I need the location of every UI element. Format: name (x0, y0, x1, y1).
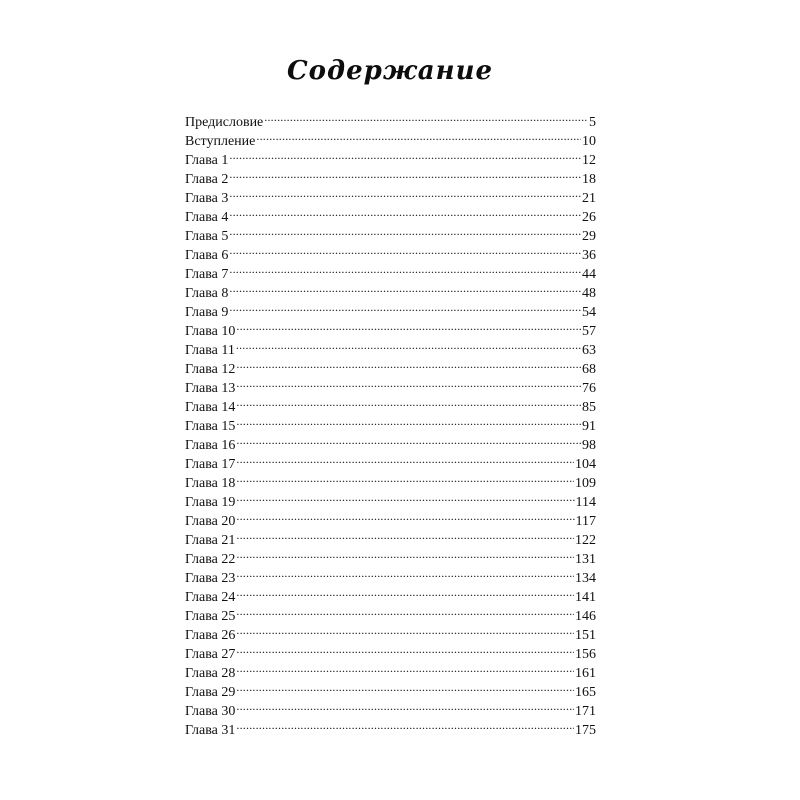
dot-leader (264, 107, 588, 126)
toc-entry-label: Глава 9 (185, 305, 229, 320)
dot-leader (229, 259, 581, 278)
dot-leader (236, 373, 581, 392)
toc-entry (185, 544, 596, 567)
toc-entry (185, 164, 596, 187)
toc-entry-label: Глава 22 (185, 552, 236, 567)
toc-entry-label: Глава 31 (185, 723, 236, 738)
toc-entry-page-number: 68 (582, 362, 596, 377)
dot-leader (236, 468, 574, 487)
toc-entry (185, 297, 596, 320)
toc-entry (185, 449, 596, 472)
toc-entry-label: Глава 3 (185, 191, 229, 206)
toc-entry-label: Глава 18 (185, 476, 236, 491)
toc-entry-label: Глава 5 (185, 229, 229, 244)
toc-entry (185, 696, 596, 719)
toc-entry (185, 411, 596, 434)
toc-entry (185, 240, 596, 263)
toc-entry-label: Глава 1 (185, 153, 229, 168)
toc-entry-page-number: 171 (575, 704, 596, 719)
toc-entry-page-number: 134 (575, 571, 596, 586)
toc-entry (185, 639, 596, 662)
toc-entry (185, 107, 596, 130)
toc-entry-page-number: 114 (575, 495, 596, 510)
toc-entry (185, 487, 596, 510)
toc-entry-page-number: 48 (582, 286, 596, 301)
dot-leader (229, 164, 581, 183)
toc-entry-page-number: 44 (582, 267, 596, 282)
toc-entry-label: Глава 2 (185, 172, 229, 187)
toc-entry-page-number: 29 (582, 229, 596, 244)
toc-entry-label: Глава 20 (185, 514, 236, 529)
toc-entry (185, 278, 596, 301)
toc-entry-page-number: 98 (582, 438, 596, 453)
toc-entry-page-number: 104 (575, 457, 596, 472)
toc-entry-page-number: 76 (582, 381, 596, 396)
toc-entry-page-number: 18 (582, 172, 596, 187)
toc-entry-label: Глава 19 (185, 495, 236, 510)
dot-leader (236, 696, 574, 715)
dot-leader (236, 354, 581, 373)
dot-leader (236, 620, 574, 639)
dot-leader (236, 525, 574, 544)
dot-leader (256, 126, 581, 145)
dot-leader (236, 449, 574, 468)
toc-entry (185, 259, 596, 282)
dot-leader (236, 487, 574, 506)
dot-leader (229, 202, 581, 221)
toc-entry-page-number: 91 (582, 419, 596, 434)
dot-leader (236, 601, 574, 620)
toc-entry-label: Глава 10 (185, 324, 236, 339)
toc-entry-page-number: 63 (582, 343, 596, 358)
toc-entry (185, 373, 596, 396)
toc-entry-label: Глава 17 (185, 457, 236, 472)
toc-entry-page-number: 36 (582, 248, 596, 263)
toc-entry-label: Глава 8 (185, 286, 229, 301)
toc-entry-label: Глава 27 (185, 647, 236, 662)
dot-leader (236, 658, 574, 677)
dot-leader (236, 392, 581, 411)
dot-leader (236, 430, 581, 449)
toc-entry-page-number: 156 (575, 647, 596, 662)
page-title: Содержание (286, 56, 494, 86)
toc-entry-label: Предисловие (185, 115, 264, 130)
dot-leader (236, 335, 581, 354)
toc-entry-label: Глава 6 (185, 248, 229, 263)
toc-entry-label: Глава 26 (185, 628, 236, 643)
toc-entry-label: Глава 24 (185, 590, 236, 605)
toc-entry-label: Глава 29 (185, 685, 236, 700)
dot-leader (236, 715, 574, 734)
toc-entry-label: Глава 15 (185, 419, 236, 434)
toc-entry-page-number: 54 (582, 305, 596, 320)
toc-entry (185, 677, 596, 700)
toc-entry-page-number: 151 (575, 628, 596, 643)
toc-entry-label: Глава 4 (185, 210, 229, 225)
toc-entry (185, 620, 596, 643)
toc-entry-page-number: 85 (582, 400, 596, 415)
toc-entry (185, 601, 596, 624)
toc-entry-label: Глава 28 (185, 666, 236, 681)
toc-entry-page-number: 122 (575, 533, 596, 548)
toc-entry-label: Глава 23 (185, 571, 236, 586)
toc-entry (185, 658, 596, 681)
toc-entry (185, 145, 596, 168)
table-of-contents (185, 107, 596, 738)
toc-entry (185, 316, 596, 339)
dot-leader (236, 411, 581, 430)
dot-leader (236, 639, 574, 658)
toc-entry-page-number: 57 (582, 324, 596, 339)
toc-entry-label: Глава 16 (185, 438, 236, 453)
toc-entry-page-number: 117 (575, 514, 596, 529)
dot-leader (236, 544, 574, 563)
toc-entry-page-number: 26 (582, 210, 596, 225)
toc-entry-label: Глава 30 (185, 704, 236, 719)
toc-entry (185, 468, 596, 491)
toc-entry-page-number: 146 (575, 609, 596, 624)
toc-entry-label: Глава 13 (185, 381, 236, 396)
toc-entry (185, 202, 596, 225)
toc-entry-label: Глава 7 (185, 267, 229, 282)
toc-entry-page-number: 5 (589, 115, 596, 130)
dot-leader (229, 297, 581, 316)
toc-entry-label: Глава 21 (185, 533, 236, 548)
dot-leader (229, 221, 581, 240)
dot-leader (236, 316, 581, 335)
toc-entry-page-number: 12 (582, 153, 596, 168)
dot-leader (236, 563, 574, 582)
toc-entry-page-number: 165 (575, 685, 596, 700)
dot-leader (229, 183, 581, 202)
toc-entry (185, 430, 596, 453)
toc-entry (185, 221, 596, 244)
toc-entry-page-number: 109 (575, 476, 596, 491)
dot-leader (229, 240, 581, 259)
dot-leader (229, 278, 581, 297)
toc-entry (185, 563, 596, 586)
toc-entry-page-number: 141 (575, 590, 596, 605)
toc-entry-label: Глава 11 (185, 343, 235, 358)
toc-entry-page-number: 161 (575, 666, 596, 681)
toc-entry-label: Глава 25 (185, 609, 236, 624)
toc-entry (185, 183, 596, 206)
dot-leader (229, 145, 581, 164)
toc-entry-page-number: 10 (582, 134, 596, 149)
toc-entry-label: Глава 12 (185, 362, 236, 377)
dot-leader (236, 582, 574, 601)
toc-entry (185, 506, 596, 529)
toc-entry-label: Вступление (185, 134, 256, 149)
toc-entry (185, 525, 596, 548)
toc-entry (185, 392, 596, 415)
toc-entry-label: Глава 14 (185, 400, 236, 415)
toc-entry-page-number: 175 (575, 723, 596, 738)
dot-leader (236, 677, 574, 696)
toc-entry-page-number: 131 (575, 552, 596, 567)
toc-entry (185, 354, 596, 377)
toc-entry (185, 582, 596, 605)
toc-entry-page-number: 21 (582, 191, 596, 206)
dot-leader (236, 506, 574, 525)
toc-entry (185, 335, 596, 358)
toc-entry (185, 715, 596, 738)
